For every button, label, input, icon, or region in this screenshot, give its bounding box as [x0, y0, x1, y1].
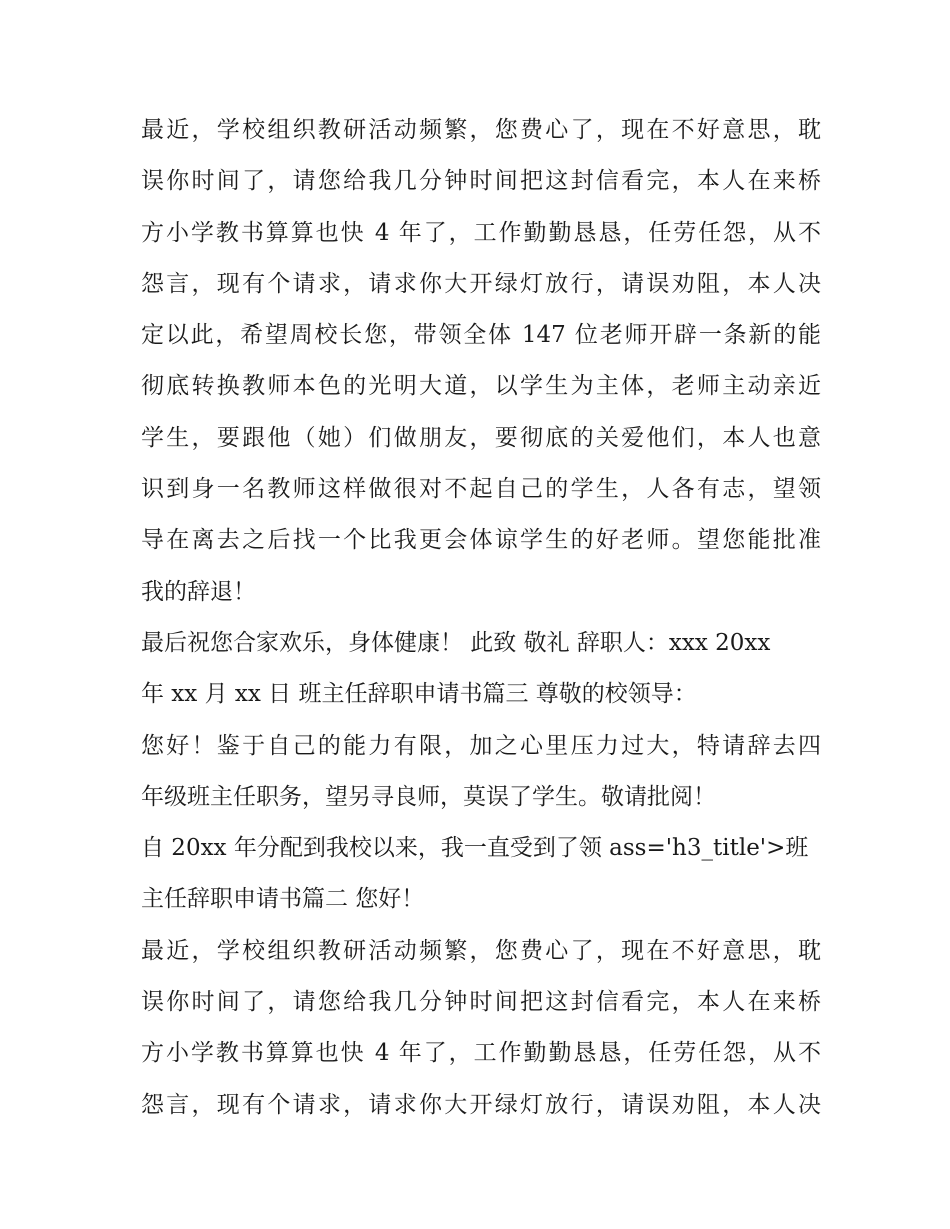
- text-line: 最后祝您合家欢乐，身体健康！ 此致 敬礼 辞职人：xxx 20xx: [141, 629, 771, 656]
- text-line: 定以此，希望周校长您，带领全体 147 位老师开辟一条新的能: [141, 322, 821, 349]
- text-line: 您好！鉴于自己的能力有限，加之心里压力过大，特请辞去四: [141, 732, 821, 759]
- text-line: 学生，要跟他（她）们做朋友，要彻底的关爱他们，本人也意: [141, 424, 821, 451]
- text-line: 怨言，现有个请求，请求你大开绿灯放行，请误劝阻，本人决: [141, 270, 821, 297]
- text-line: 方小学教书算算也快 4 年了，工作勤勤恳恳，任劳任怨，从不: [141, 1040, 821, 1067]
- document-body: [141, 110, 821, 1136]
- text-line: 彻底转换教师本色的光明大道，以学生为主体，老师主动亲近: [141, 373, 821, 400]
- text-line: 年级班主任职务，望另寻良师，莫误了学生。敬请批阅！: [141, 783, 716, 810]
- text-line: 方小学教书算算也快 4 年了，工作勤勤恳恳，任劳任怨，从不: [141, 219, 821, 246]
- text-line: 主任辞职申请书篇二 您好！: [141, 886, 425, 913]
- text-line: 最近，学校组织教研活动频繁，您费心了，现在不好意思，耽: [141, 937, 821, 964]
- text-line: 年 xx 月 xx 日 班主任辞职申请书篇三 尊敬的校领导：: [141, 681, 697, 708]
- text-line: 怨言，现有个请求，请求你大开绿灯放行，请误劝阻，本人决: [141, 1091, 821, 1118]
- text-line: 识到身一名教师这样做很对不起自己的学生，人各有志，望领: [141, 476, 821, 503]
- text-line: 自 20xx 年分配到我校以来，我一直受到了领 ass='h3_title'>班: [141, 835, 809, 862]
- text-line: 误你时间了，请您给我几分钟时间把这封信看完，本人在来桥: [141, 168, 821, 195]
- text-line: 误你时间了，请您给我几分钟时间把这封信看完，本人在来桥: [141, 989, 821, 1016]
- text-line: 导在离去之后找一个比我更会体谅学生的好老师。望您能批准: [141, 527, 821, 554]
- text-line: 最近，学校组织教研活动频繁，您费心了，现在不好意思，耽: [141, 117, 821, 143]
- text-line: 我的辞退！: [141, 578, 256, 605]
